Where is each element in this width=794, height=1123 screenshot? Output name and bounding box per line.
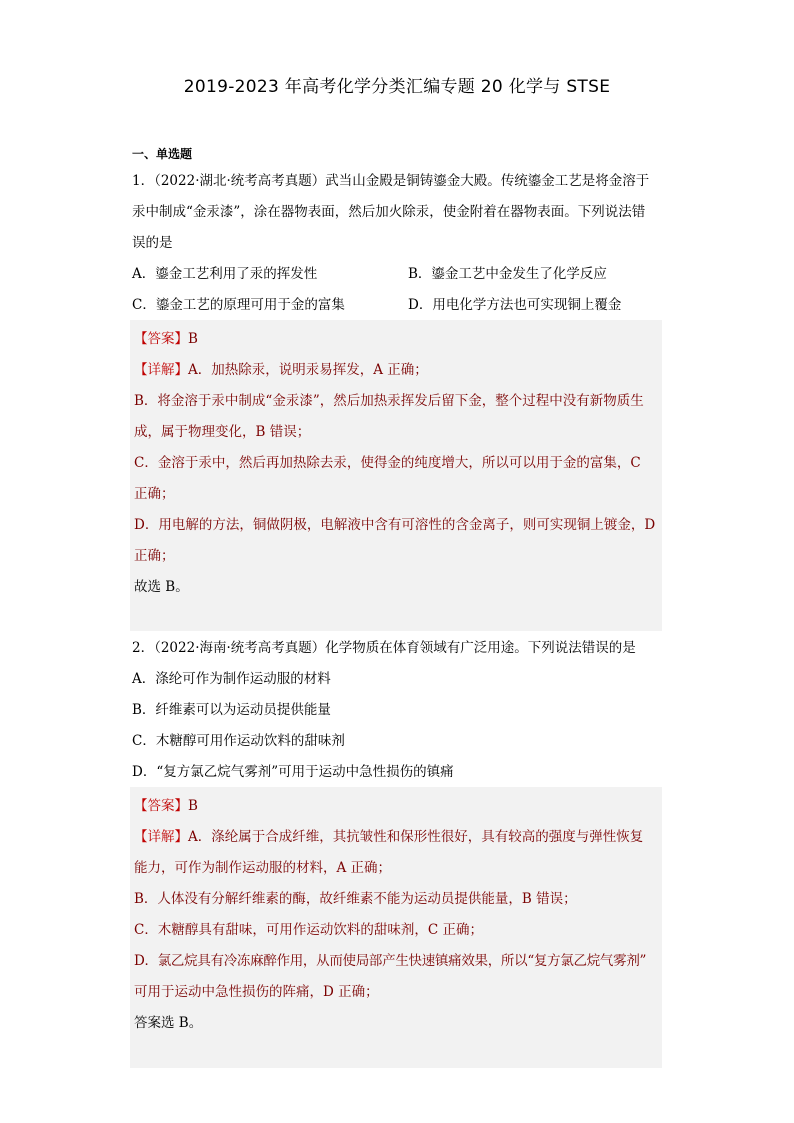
detail-line: C．木糖醇具有甜味，可用作运动饮料的甜味剂，C 正确； — [134, 922, 483, 938]
detail-line: B．将金溶于汞中制成“金汞漆”，然后加热汞挥发后留下金，整个过程中没有新物质生 — [134, 393, 644, 409]
detail-line — [134, 355, 658, 386]
question-2-option-d: D．“复方氯乙烷气雾剂”可用于运动中急性损伤的镇痛 — [132, 764, 454, 780]
question-1-option-d: D．用电化学方法也可实现铜上覆金 — [408, 297, 622, 313]
detail-line: 正确； — [134, 548, 175, 564]
conclusion-line: 答案选 B。 — [134, 1015, 203, 1031]
question-1-options-row — [132, 290, 662, 321]
answer-box-1 — [130, 320, 662, 631]
detail-tag: 【详解】 — [134, 829, 188, 845]
detail-line: C．金溶于汞中，然后再加热除去汞，使得金的纯度增大，所以可以用于金的富集，C — [134, 455, 641, 471]
question-1-stem-line: 汞中制成“金汞漆”，涂在器物表面，然后加火除汞，使金附着在器物表面。下列说法错 — [132, 204, 646, 220]
answer-box-2 — [130, 787, 662, 1068]
detail-line: 正确； — [134, 486, 175, 502]
question-1 — [132, 166, 662, 321]
detail-line: B．人体没有分解纤维素的酶，故纤维素不能为运动员提供能量，B 错误； — [134, 891, 577, 907]
answer-line — [134, 324, 658, 355]
question-2-stem-line: 2．（2022·海南·统考高考真题）化学物质在体育领域有广泛用途。下列说法错误的是 — [132, 640, 636, 656]
section-heading: 一、单选题 — [132, 147, 193, 161]
conclusion-line: 故选 B。 — [134, 579, 189, 595]
detail-tag: 【详解】 — [134, 362, 188, 378]
question-1-stem-line: 误的是 — [132, 235, 173, 251]
document-title: 2019-2023 年高考化学分类汇编专题 20 化学与 STSE — [183, 77, 611, 97]
detail-line: 可用于运动中急性损伤的阵痛，D 正确； — [134, 984, 379, 1000]
detail-line: D．氯乙烷具有冷冻麻醉作用，从而使局部产生快速镇痛效果，所以“复方氯乙烷气雾剂” — [134, 953, 647, 969]
question-2-option-b: B．纤维素可以为运动员提供能量 — [132, 702, 331, 718]
answer-value: B — [188, 331, 198, 347]
question-1-option-a: A．鎏金工艺利用了汞的挥发性 — [132, 266, 318, 282]
question-1-options-row — [132, 259, 662, 290]
question-2 — [132, 633, 662, 788]
answer-value: B — [188, 798, 198, 814]
detail-text: A．涤纶属于合成纤维，其抗皱性和保形性很好，具有较高的强度与弹性恢复 — [188, 829, 644, 845]
answer-tag: 【答案】 — [134, 798, 188, 814]
question-2-option-c: C．木糖醇可用作运动饮料的甜味剂 — [132, 733, 345, 749]
question-1-stem-line: 1．（2022·湖北·统考高考真题）武当山金殿是铜铸鎏金大殿。传统鎏金工艺是将金溶于 — [132, 173, 650, 189]
detail-line — [134, 822, 658, 853]
detail-line: 能力，可作为制作运动服的材料，A 正确； — [134, 860, 392, 876]
question-2-option-a: A．涤纶可作为制作运动服的材料 — [132, 671, 331, 687]
answer-line — [134, 791, 658, 822]
detail-line: D．用电解的方法，铜做阴极，电解液中含有可溶性的含金离子，则可实现铜上镀金，D — [134, 517, 656, 533]
detail-line: 成，属于物理变化，B 错误； — [134, 424, 311, 440]
question-1-option-c: C．鎏金工艺的原理可用于金的富集 — [132, 297, 345, 313]
question-1-option-b: B．鎏金工艺中金发生了化学反应 — [408, 266, 607, 282]
detail-text: A．加热除汞，说明汞易挥发，A 正确； — [188, 362, 428, 378]
answer-tag: 【答案】 — [134, 331, 188, 347]
